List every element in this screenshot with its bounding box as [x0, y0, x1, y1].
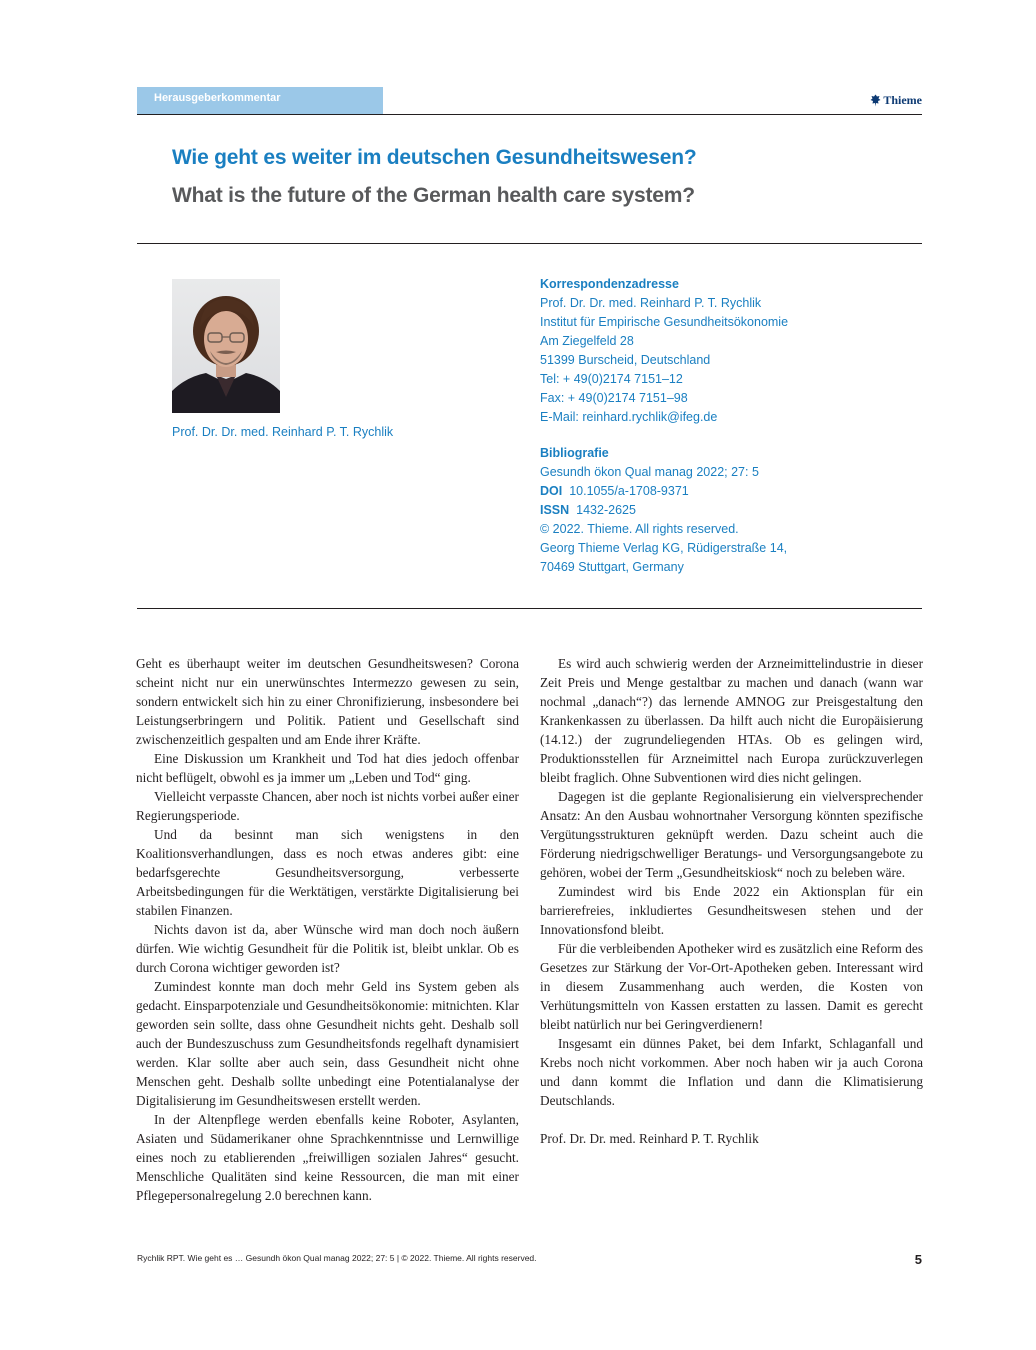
- author-photo: [172, 279, 280, 413]
- copyright-line: © 2022. Thieme. All rights reserved.: [540, 522, 739, 536]
- publisher-name: Thieme: [883, 93, 922, 107]
- title-divider: [137, 243, 922, 244]
- footer-citation: Rychlik RPT. Wie geht es … Gesundh ökon Qual manag 2022; 27: 5 | © 2022. Thieme. All rights reserved.: [137, 1253, 537, 1263]
- section-label: Herausgeberkommentar: [137, 87, 383, 114]
- body-paragraph: Zumindest wird bis Ende 2022 ein Aktionsplan für ein barrierefreies, inkludiertes Gesundheitswesen stehen und der Innovationsfond bleibt.: [540, 884, 923, 937]
- article-title-german: Wie geht es weiter im deutschen Gesundheitswesen?: [172, 146, 697, 169]
- body-paragraph: Zumindest konnte man doch mehr Geld ins System geben als gedacht. Einsparpotenziale und Gesundheitsökonomie: mitnichten. Klar geworden sein sollte, dass ohne Gesundheit nichts geht. Deshalb soll auch der Bundeszuschuss zum Gesundheitsfonds regelhaft dynamisiert werden. Klar sollte aber auch sein, dass Gesundheit nicht ohne Menschen geht. Deshalb sollte unbedingt eine Potentialanalyse der Digitalisierung im Gesundheitswesen erstellt werden.: [136, 979, 519, 1108]
- issn-line: [540, 501, 787, 520]
- photo-caption: Prof. Dr. Dr. med. Reinhard P. T. Rychlik: [172, 425, 394, 439]
- body-paragraph: Nichts davon ist da, aber Wünsche wird man doch noch äußern dürfen. Wie wichtig Gesundheit für die Politik ist, bleibt unklar. Ob es durch Corona wichtiger geworden ist?: [136, 922, 519, 975]
- body-paragraph: Geht es überhaupt weiter im deutschen Gesundheitswesen? Corona scheint nicht nur ein unerwünschtes Intermezzo gewesen zu sein, sondern entwickelt sich hin zu einer Chronifizierung, insbesondere bei Leistungserbringern und Politik. Patient und Gesellschaft sind zwischenzeitlich gespalten und am Ende ihrer Kräfte.: [136, 656, 519, 747]
- info-divider: [137, 608, 922, 609]
- correspondence-line: 51399 Burscheid, Deutschland: [540, 353, 711, 367]
- author-signature: Prof. Dr. Dr. med. Reinhard P. T. Rychlik: [540, 1131, 759, 1146]
- correspondence-line: Institut für Empirische Gesundheitsökonomie: [540, 315, 789, 329]
- correspondence-line: Tel: + 49(0)2174 7151–12: [540, 372, 683, 386]
- bibliography-block: [540, 444, 787, 577]
- body-paragraph: Insgesamt ein dünnes Paket, bei dem Infarkt, Schlaganfall und Krebs noch nicht vorkommen. Aber noch haben wir ja auch Corona und dann kommt die Inflation und dann die Klimatisierung Deutschlands.: [540, 1036, 923, 1108]
- correspondence-line: Fax: + 49(0)2174 7151–98: [540, 391, 688, 405]
- thieme-emblem-icon: [870, 94, 881, 107]
- body-paragraph: Es wird auch schwierig werden der Arzneimittelindustrie in dieser Zeit Preis und Menge gestaltbar zu machen und danach (wann war nochmal „danach“?) das lernende AMNOG zur Preisgestaltung den Krankenkassen zu überlassen. Da hilft auch nicht die Europäisierung (14.12.) der zugrundeliegenden HTAs. Ob es gelingen wird, Produktionsstellen für Arzneimittel nach Europa zurückzuverlegen bleibt fraglich. Ohne Subventionen wird dies nicht gelingen.: [540, 656, 923, 785]
- issn-label: ISSN: [540, 503, 570, 517]
- body-paragraph: Für die verbleibenden Apotheker wird es zusätzlich eine Reform des Gesetzes zur Stärkung der Vor-Ort-Apotheken geben. Interessant wird in diesem Zusammenhang auch werden, die Kosten von Verhütungsmitteln von Kassen erstatten zu lassen. Damit es gerecht bleibt natürlich nur bei Geringverdienern!: [540, 941, 923, 1032]
- body-paragraph: Und da besinnt man sich wenigstens in den Koalitionsverhandlungen, dass es noch etwas anderes gibt: eine bedarfsgerechte Gesundheitsversorgung, verbesserte Arbeitsbedingungen für die Werktätigen, verstärkte Digitalisierung bei stabilen Finanzen.: [136, 827, 519, 918]
- correspondence-line: Prof. Dr. Dr. med. Reinhard P. T. Rychlik: [540, 296, 762, 310]
- body-paragraph: Eine Diskussion um Krankheit und Tod hat dies jedoch offenbar nicht beflügelt, obwohl es ja immer um „Leben und Tod“ ging.: [136, 751, 519, 785]
- issn-value: 1432-2625: [576, 503, 636, 517]
- doi-label: DOI: [540, 484, 563, 498]
- bibliography-heading: Bibliografie: [540, 446, 609, 460]
- page-number: 5: [914, 1252, 922, 1267]
- correspondence-heading: Korrespondenzadresse: [540, 277, 679, 291]
- publisher-address-line: Georg Thieme Verlag KG, Rüdigerstraße 14,: [540, 541, 788, 555]
- correspondence-block: [540, 275, 788, 427]
- publisher-address-line: 70469 Stuttgart, Germany: [540, 560, 684, 574]
- doi-value[interactable]: 10.1055/a-1708-9371: [569, 484, 689, 498]
- correspondence-line: Am Ziegelfeld 28: [540, 334, 634, 348]
- journal-citation: Gesundh ökon Qual manag 2022; 27: 5: [540, 465, 759, 479]
- publisher-logo: [870, 93, 922, 108]
- body-paragraph: Dagegen ist die geplante Regionalisierung ein vielversprechender Ansatz: An den Ausbau wohnortnaher Versorgung könnten spezifische Vergütungsstrukturen geknüpft werden. Dazu scheint auch die Förderung niedrigschwelliger Beratungs- und Versorgungsangebote zu gehören, wobei der Term „Gesundheitskiosk“ noch zu beleben wäre.: [540, 789, 923, 880]
- body-paragraph: In der Altenpflege werden ebenfalls keine Roboter, Asylanten, Asiaten und Südamerikaner ohne Sprachkenntnisse und Lernwillige eines noch zu etablierenden „freiwilligen sozialen Jahres“ gesucht. Menschliche Qualitäten sind keine Ressourcen, die man mit einer Pflegepersonalregelung 2.0 berechnen kann.: [136, 1112, 519, 1203]
- email-link[interactable]: E-Mail: reinhard.rychlik@ifeg.de: [540, 410, 718, 424]
- doi-line: [540, 482, 787, 501]
- body-column-right: [540, 654, 923, 1148]
- body-paragraph: Vielleicht verpasste Chancen, aber noch ist nichts vorbei außer einer Regierungsperiode.: [136, 789, 519, 823]
- header-divider: [137, 114, 922, 115]
- body-column-left: [136, 654, 519, 1205]
- article-title-english: What is the future of the German health care system?: [172, 184, 695, 207]
